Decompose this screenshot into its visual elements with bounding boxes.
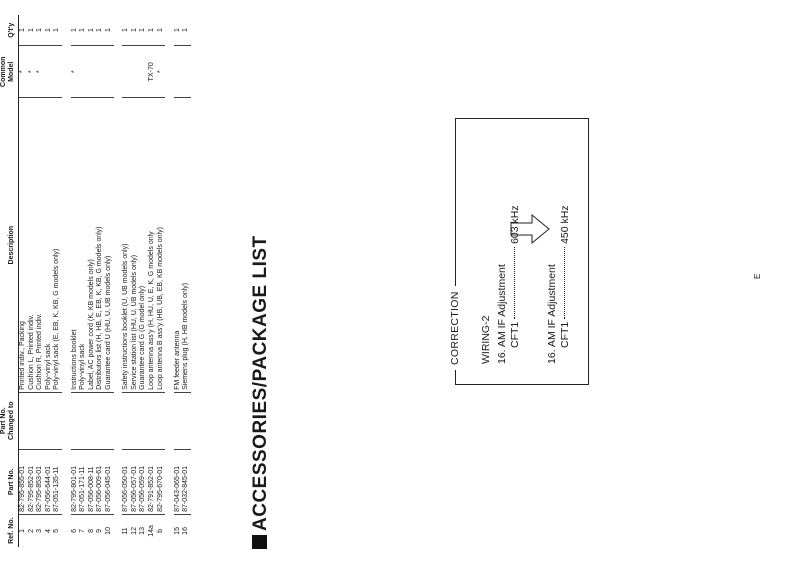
description-cell: Label, AC power cord (K, KB models only) xyxy=(88,98,97,392)
description-cell: Service station list (HU, U, UB models only) xyxy=(131,98,140,392)
description-cell: Cushion R, Printed indiv. xyxy=(36,98,45,392)
page-title xyxy=(250,235,272,549)
changed-part-no-cell xyxy=(96,392,105,449)
qty-cell: 1 xyxy=(174,15,183,46)
after-value: 450 kHz xyxy=(559,205,571,244)
part-no-cell: 87-056-009-61 xyxy=(96,449,105,514)
table-row xyxy=(122,15,131,547)
common-model-cell xyxy=(131,46,140,98)
description-cell: Poly-vinyl sack xyxy=(45,98,54,392)
changed-part-no-cell xyxy=(71,392,80,449)
qty-cell: 1 xyxy=(88,15,97,46)
part-no-cell: 82-795-852-01 xyxy=(28,449,37,514)
description-cell: FM feeder antenna xyxy=(174,98,183,392)
table-row xyxy=(105,15,114,547)
common-model-cell: * xyxy=(157,46,166,98)
changed-part-no-cell xyxy=(139,392,148,449)
qty-cell: 1 xyxy=(131,15,140,46)
header-description: Description xyxy=(0,98,19,392)
table-row xyxy=(28,15,37,547)
qty-cell: 1 xyxy=(105,15,114,46)
common-model-cell xyxy=(139,46,148,98)
ref-no-cell: 8 xyxy=(87,528,95,533)
wiring-label: WIRING-2 xyxy=(480,315,492,364)
part-no-cell: 87-056-644-01 xyxy=(45,449,54,514)
description-cell: Safety instructions booklet (U, UB models only) xyxy=(122,98,131,392)
ref-no-cell: 15 xyxy=(173,527,181,535)
table-body xyxy=(19,15,191,547)
part-no-cell: 87-032-845-01 xyxy=(182,449,191,514)
ref-no-cell: 10 xyxy=(104,527,112,535)
correction-box xyxy=(449,118,589,385)
page-number: E xyxy=(753,273,762,279)
qty-cell: 1 xyxy=(122,15,131,46)
ref-no-cell: 11 xyxy=(122,527,130,535)
ref-no-cell: 2 xyxy=(27,528,35,533)
changed-part-no-cell xyxy=(182,392,191,449)
correction-heading: CORRECTION xyxy=(449,286,461,370)
part-no-cell: 87-056-008-11 xyxy=(88,449,97,514)
table-row xyxy=(88,15,97,547)
table-row xyxy=(174,15,183,547)
arrow-right-icon xyxy=(510,214,550,244)
spacer-cell xyxy=(165,15,174,547)
ref-no-cell: 1 xyxy=(19,528,26,533)
spacer-cell xyxy=(62,15,71,547)
qty-cell: 1 xyxy=(45,15,54,46)
table-row-spacer xyxy=(62,15,71,547)
common-model-cell xyxy=(96,46,105,98)
header-changed-line1: Part No. xyxy=(0,407,7,435)
title-square-icon xyxy=(252,535,267,549)
changed-part-no-cell xyxy=(53,392,62,449)
common-model-cell xyxy=(53,46,62,98)
header-common-model xyxy=(0,46,19,98)
changed-part-no-cell xyxy=(157,392,166,449)
qty-cell: 1 xyxy=(36,15,45,46)
changed-part-no-cell xyxy=(122,392,131,449)
ref-no-cell: 7 xyxy=(79,528,87,533)
common-model-cell xyxy=(45,46,54,98)
description-cell: Distributors list (H, HB, E, EB, K, KB, G models only) xyxy=(96,98,105,392)
changed-part-no-cell xyxy=(148,392,157,449)
qty-cell: 1 xyxy=(96,15,105,46)
qty-cell: 1 xyxy=(19,15,28,46)
changed-part-no-cell xyxy=(79,392,88,449)
common-model-cell xyxy=(182,46,191,98)
part-no-cell: 87-056-057-01 xyxy=(131,449,140,514)
table-row xyxy=(131,15,140,547)
changed-part-no-cell xyxy=(174,392,183,449)
ref-no-cell: 6 xyxy=(70,528,78,533)
ref-no-cell: 9 xyxy=(96,528,104,533)
part-no-cell: 87-043-065-01 xyxy=(174,449,183,514)
part-no-cell: 87-051-135-11 xyxy=(53,449,62,514)
qty-cell: 1 xyxy=(71,15,80,46)
table-row xyxy=(139,15,148,547)
header-part-no: Part No. xyxy=(0,449,19,514)
after-adjustment-title: 16. AM IF Adjustment xyxy=(546,264,558,364)
changed-part-no-cell xyxy=(45,392,54,449)
part-no-cell: 82-795-853-01 xyxy=(36,449,45,514)
before-item: CFT1 xyxy=(509,321,521,348)
qty-cell: 1 xyxy=(148,15,157,46)
common-model-cell: * xyxy=(19,46,28,98)
table-row-spacer xyxy=(114,15,123,547)
header-common-line2: Model xyxy=(8,61,15,82)
table-row xyxy=(79,15,88,547)
table-header-row xyxy=(0,15,19,547)
part-no-cell: 87-051-171-11 xyxy=(79,449,88,514)
changed-part-no-cell xyxy=(28,392,37,449)
part-no-cell: 82-795-670-01 xyxy=(157,449,166,514)
after-item: CFT1 xyxy=(559,321,571,348)
table-row xyxy=(157,15,166,547)
table-row xyxy=(182,15,191,547)
changed-part-no-cell xyxy=(105,392,114,449)
description-cell: Instructions booklet xyxy=(71,98,80,392)
qty-cell: 1 xyxy=(182,15,191,46)
table-row xyxy=(53,15,62,547)
ref-no-cell: 16 xyxy=(182,527,190,535)
changed-part-no-cell xyxy=(88,392,97,449)
table-row xyxy=(71,15,80,547)
common-model-cell xyxy=(79,46,88,98)
table-row xyxy=(96,15,105,547)
common-model-cell xyxy=(88,46,97,98)
qty-cell: 1 xyxy=(28,15,37,46)
table-row xyxy=(45,15,54,547)
description-cell: Loop antenna B ass'y (HB, UB, EB, KB models only) xyxy=(157,98,166,392)
part-no-cell: 87-056-045-01 xyxy=(105,449,114,514)
ref-no-cell: 4 xyxy=(44,528,52,533)
header-common-line1: Common xyxy=(0,56,7,87)
ref-no-cell: 14a xyxy=(147,525,155,537)
part-no-cell: 87-056-050-01 xyxy=(122,449,131,514)
qty-cell: 1 xyxy=(157,15,166,46)
description-cell: Cushion L, Printed indiv. xyxy=(28,98,37,392)
accessories-table xyxy=(0,15,191,547)
header-changed-line2: Changed to xyxy=(8,401,15,440)
header-ref-no: Ref. No. xyxy=(0,514,19,547)
header-qty: Q't'y xyxy=(0,15,19,46)
part-no-cell: 82-795-855-01 xyxy=(19,449,28,514)
common-model-cell: * xyxy=(28,46,37,98)
description-cell: Poly-vinyl sack xyxy=(79,98,88,392)
after-leader-dots xyxy=(564,247,565,319)
table-row-spacer xyxy=(165,15,174,547)
common-model-cell xyxy=(105,46,114,98)
part-no-cell: 87-056-059-01 xyxy=(139,449,148,514)
common-model-cell: * xyxy=(71,46,80,98)
table-row xyxy=(36,15,45,547)
changed-part-no-cell xyxy=(19,392,28,449)
common-model-cell: TX-70 xyxy=(148,46,157,98)
ref-no-cell: 13 xyxy=(139,527,147,535)
qty-cell: 1 xyxy=(53,15,62,46)
description-cell: Guarantee card U (HU, U, UB models only) xyxy=(105,98,114,392)
header-part-no-changed xyxy=(0,392,19,449)
description-cell: Poly-vinyl sack (E, EB, K, KB, G models only) xyxy=(53,98,62,392)
ref-no-cell: 3 xyxy=(36,528,44,533)
before-adjustment-title: 16. AM IF Adjustment xyxy=(496,264,508,364)
common-model-cell: * xyxy=(36,46,45,98)
before-leader-dots xyxy=(514,247,515,319)
common-model-cell xyxy=(122,46,131,98)
description-cell: Guarantee card G (G model only) xyxy=(139,98,148,392)
before-value: 603 kHz xyxy=(509,205,521,244)
ref-no-cell: 5 xyxy=(53,528,61,533)
ref-no-cell: 12 xyxy=(130,527,138,535)
table-row xyxy=(148,15,157,547)
changed-part-no-cell xyxy=(36,392,45,449)
description-cell: Loop antenna ass'y (H, HU, U, E, K, G models only xyxy=(148,98,157,392)
title-text: ACCESSORIES/PACKAGE LIST xyxy=(250,235,271,531)
changed-part-no-cell xyxy=(131,392,140,449)
part-no-cell: 82-795-801-01 xyxy=(71,449,80,514)
table-row xyxy=(19,15,28,547)
part-no-cell: 82-791-852-01 xyxy=(148,449,157,514)
after-adjustment-line xyxy=(559,205,571,348)
qty-cell: 1 xyxy=(139,15,148,46)
ref-no-cell: b xyxy=(156,528,164,533)
description-cell: Siemens plug (H, HB models only) xyxy=(182,98,191,392)
description-cell: Printed indiv., Packing xyxy=(19,98,28,392)
qty-cell: 1 xyxy=(79,15,88,46)
spacer-cell xyxy=(114,15,123,547)
common-model-cell xyxy=(174,46,183,98)
